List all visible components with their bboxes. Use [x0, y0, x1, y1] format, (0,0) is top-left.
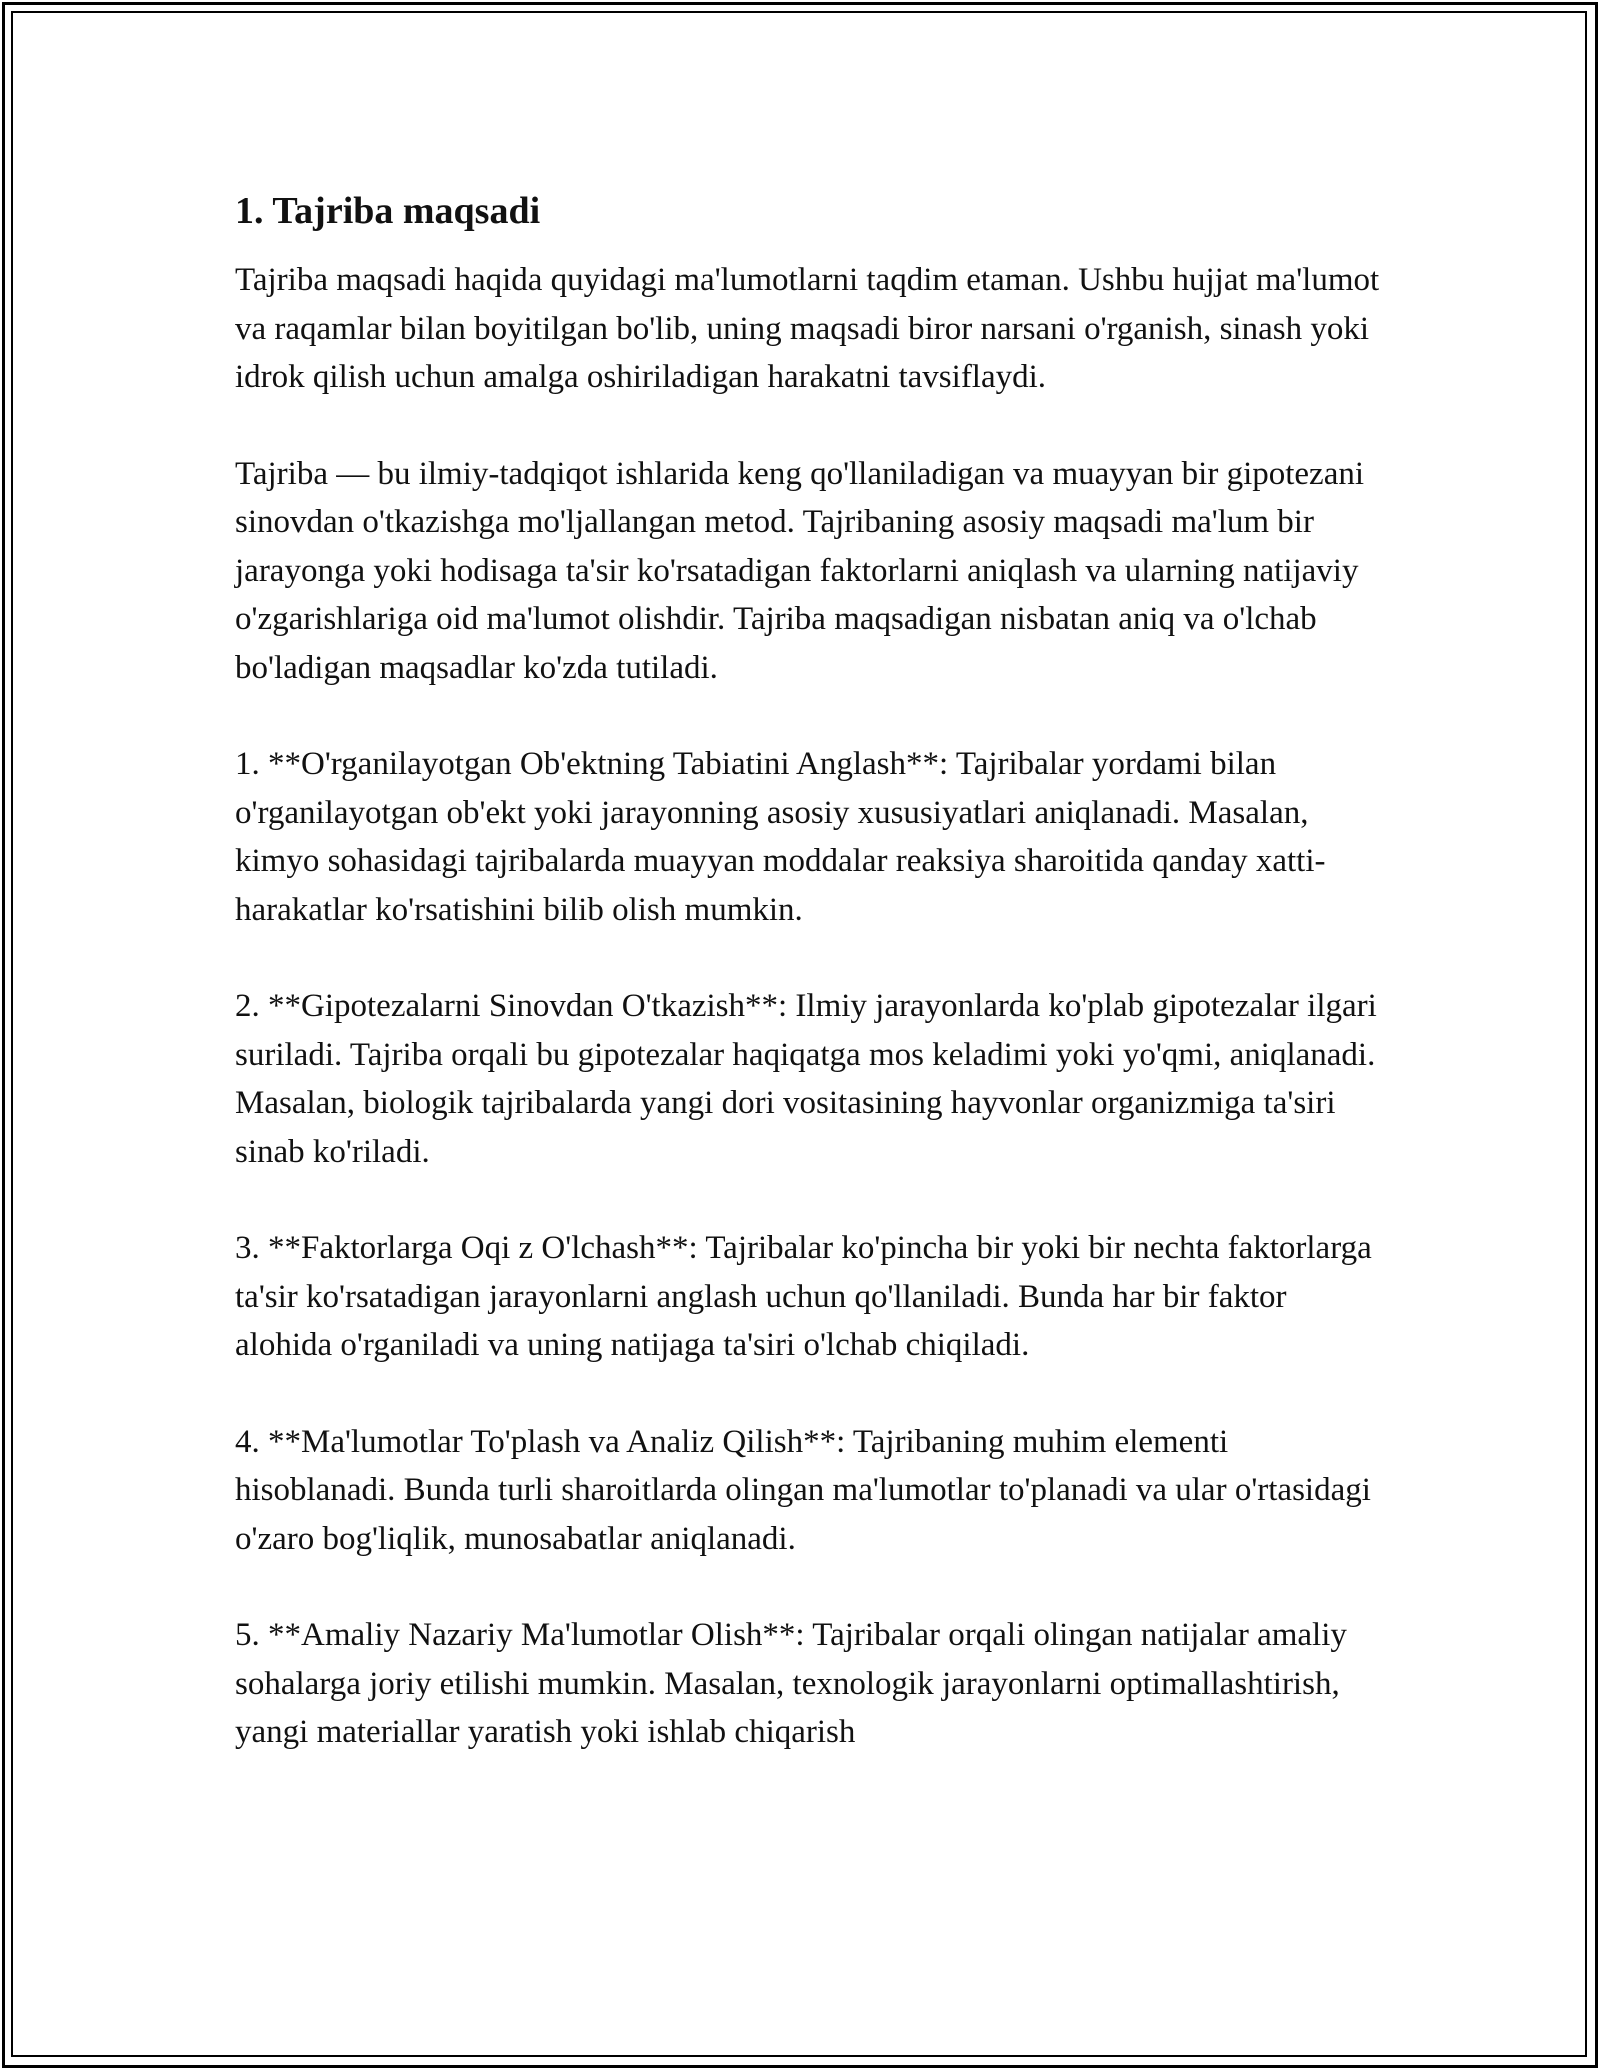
list-item-4: 4. **Ma'lumotlar To'plash va Analiz Qilish**: Tajribaning muhim elementi hisoblanadi. Bunda turli sharoitlarda olingan ma'lumotlar to'planadi va ular o'rtasidagi o'zaro bog'liqlik, munosabatlar aniqlanadi.	[235, 1423, 1371, 1557]
document-body	[235, 188, 1380, 1805]
paragraph-definition: Tajriba — bu ilmiy-tadqiqot ishlarida keng qo'llaniladigan va muayyan bir gipotezani sinovdan o'tkazishga mo'ljallangan metod. Tajribaning asosiy maqsadi ma'lum bir jarayonga yoki hodisaga ta'sir ko'rsatadigan faktorlarni aniqlash va ularning natijaviy o'zgarishlariga oid ma'lumot olishdir. Tajriba maqsadigan nisbatan aniq va o'lchab bo'ladigan maqsadlar ko'zda tutiladi.	[235, 455, 1365, 686]
list-item-5: 5. **Amaliy Nazariy Ma'lumotlar Olish**: Tajribalar orqali olingan natijalar amaliy sohalarga joriy etilishi mumkin. Masalan, texnologik jarayonlarni optimallashtirish, yangi materiallar yaratish yoki ishlab chiqarish	[235, 1617, 1347, 1750]
list-item-3: 3. **Faktorlarga Oqi z O'lchash**: Tajribalar ko'pincha bir yoki bir nechta faktorlarga ta'sir ko'rsatadigan jarayonlarni anglash uchun qo'llaniladi. Bunda har bir faktor alohida o'rganiladi va uning natijaga ta'siri o'lchab chiqiladi.	[235, 1230, 1372, 1363]
paragraph-intro: Tajriba maqsadi haqida quyidagi ma'lumotlarni taqdim etaman. Ushbu hujjat ma'lumot va raqamlar bilan boyitilgan bo'lib, uning maqsadi biror narsani o'rganish, sinash yoki idrok qilish uchun amalga oshiriladigan harakatni tavsiflaydi.	[235, 262, 1380, 395]
list-item-1: 1. **O'rganilayotgan Ob'ektning Tabiatini Anglash**: Tajribalar yordami bilan o'rganilayotgan ob'ekt yoki jarayonning asosiy xususiyatlari aniqlanadi. Masalan, kimyo sohasidagi tajribalarda muayyan moddalar reaksiya sharoitida qanday xatti-harakatlar ko'rsatishini bilib olish mumkin.	[235, 746, 1326, 928]
list-item-2: 2. **Gipotezalarni Sinovdan O'tkazish**: Ilmiy jarayonlarda ko'plab gipotezalar ilgari suriladi. Tajriba orqali bu gipotezalar haqiqatga mos keladimi yoki yo'qmi, aniqlanadi. Masalan, biologik tajribalarda yangi dori vositasining hayvonlar organizmiga ta'siri sinab ko'riladi.	[235, 988, 1377, 1170]
document-title: 1. Tajriba maqsadi	[235, 190, 541, 232]
